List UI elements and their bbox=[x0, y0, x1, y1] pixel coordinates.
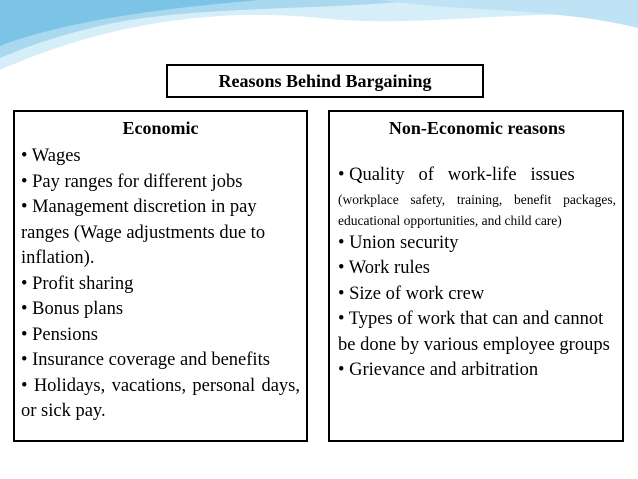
non-economic-item: • Size of work crew bbox=[338, 283, 485, 304]
economic-heading: Economic bbox=[122, 118, 199, 138]
economic-box bbox=[13, 110, 308, 442]
non-economic-item: • Quality of work-life issues bbox=[338, 165, 575, 185]
economic-item: • Pay ranges for different jobs bbox=[21, 171, 243, 192]
non-economic-item: • Grievance and arbitration bbox=[338, 360, 539, 380]
non-economic-item: • Types of work that can and cannot be done by various employee groups bbox=[338, 309, 610, 355]
economic-item: • Profit sharing bbox=[21, 273, 134, 294]
non-economic-box bbox=[328, 110, 624, 442]
economic-item: • Holidays, vacations, personal days, or sick pay. bbox=[21, 375, 300, 421]
economic-item: • Wages bbox=[21, 146, 81, 166]
page-title: Reasons Behind Bargaining bbox=[166, 64, 484, 98]
non-economic-item: • Union security bbox=[338, 232, 459, 253]
economic-item: • Bonus plans bbox=[21, 299, 124, 319]
non-economic-heading: Non-Economic reasons bbox=[388, 118, 566, 138]
economic-item: • Management discretion in pay ranges (Wage adjustments due to inflation). bbox=[21, 197, 266, 268]
economic-item: • Pensions bbox=[21, 324, 98, 345]
non-economic-item-detail: (workplace safety, training, benefit packages, educational opportunities, and child care) bbox=[338, 191, 616, 228]
economic-item: • Insurance coverage and benefits bbox=[21, 350, 270, 370]
non-economic-item: • Work rules bbox=[338, 258, 430, 278]
